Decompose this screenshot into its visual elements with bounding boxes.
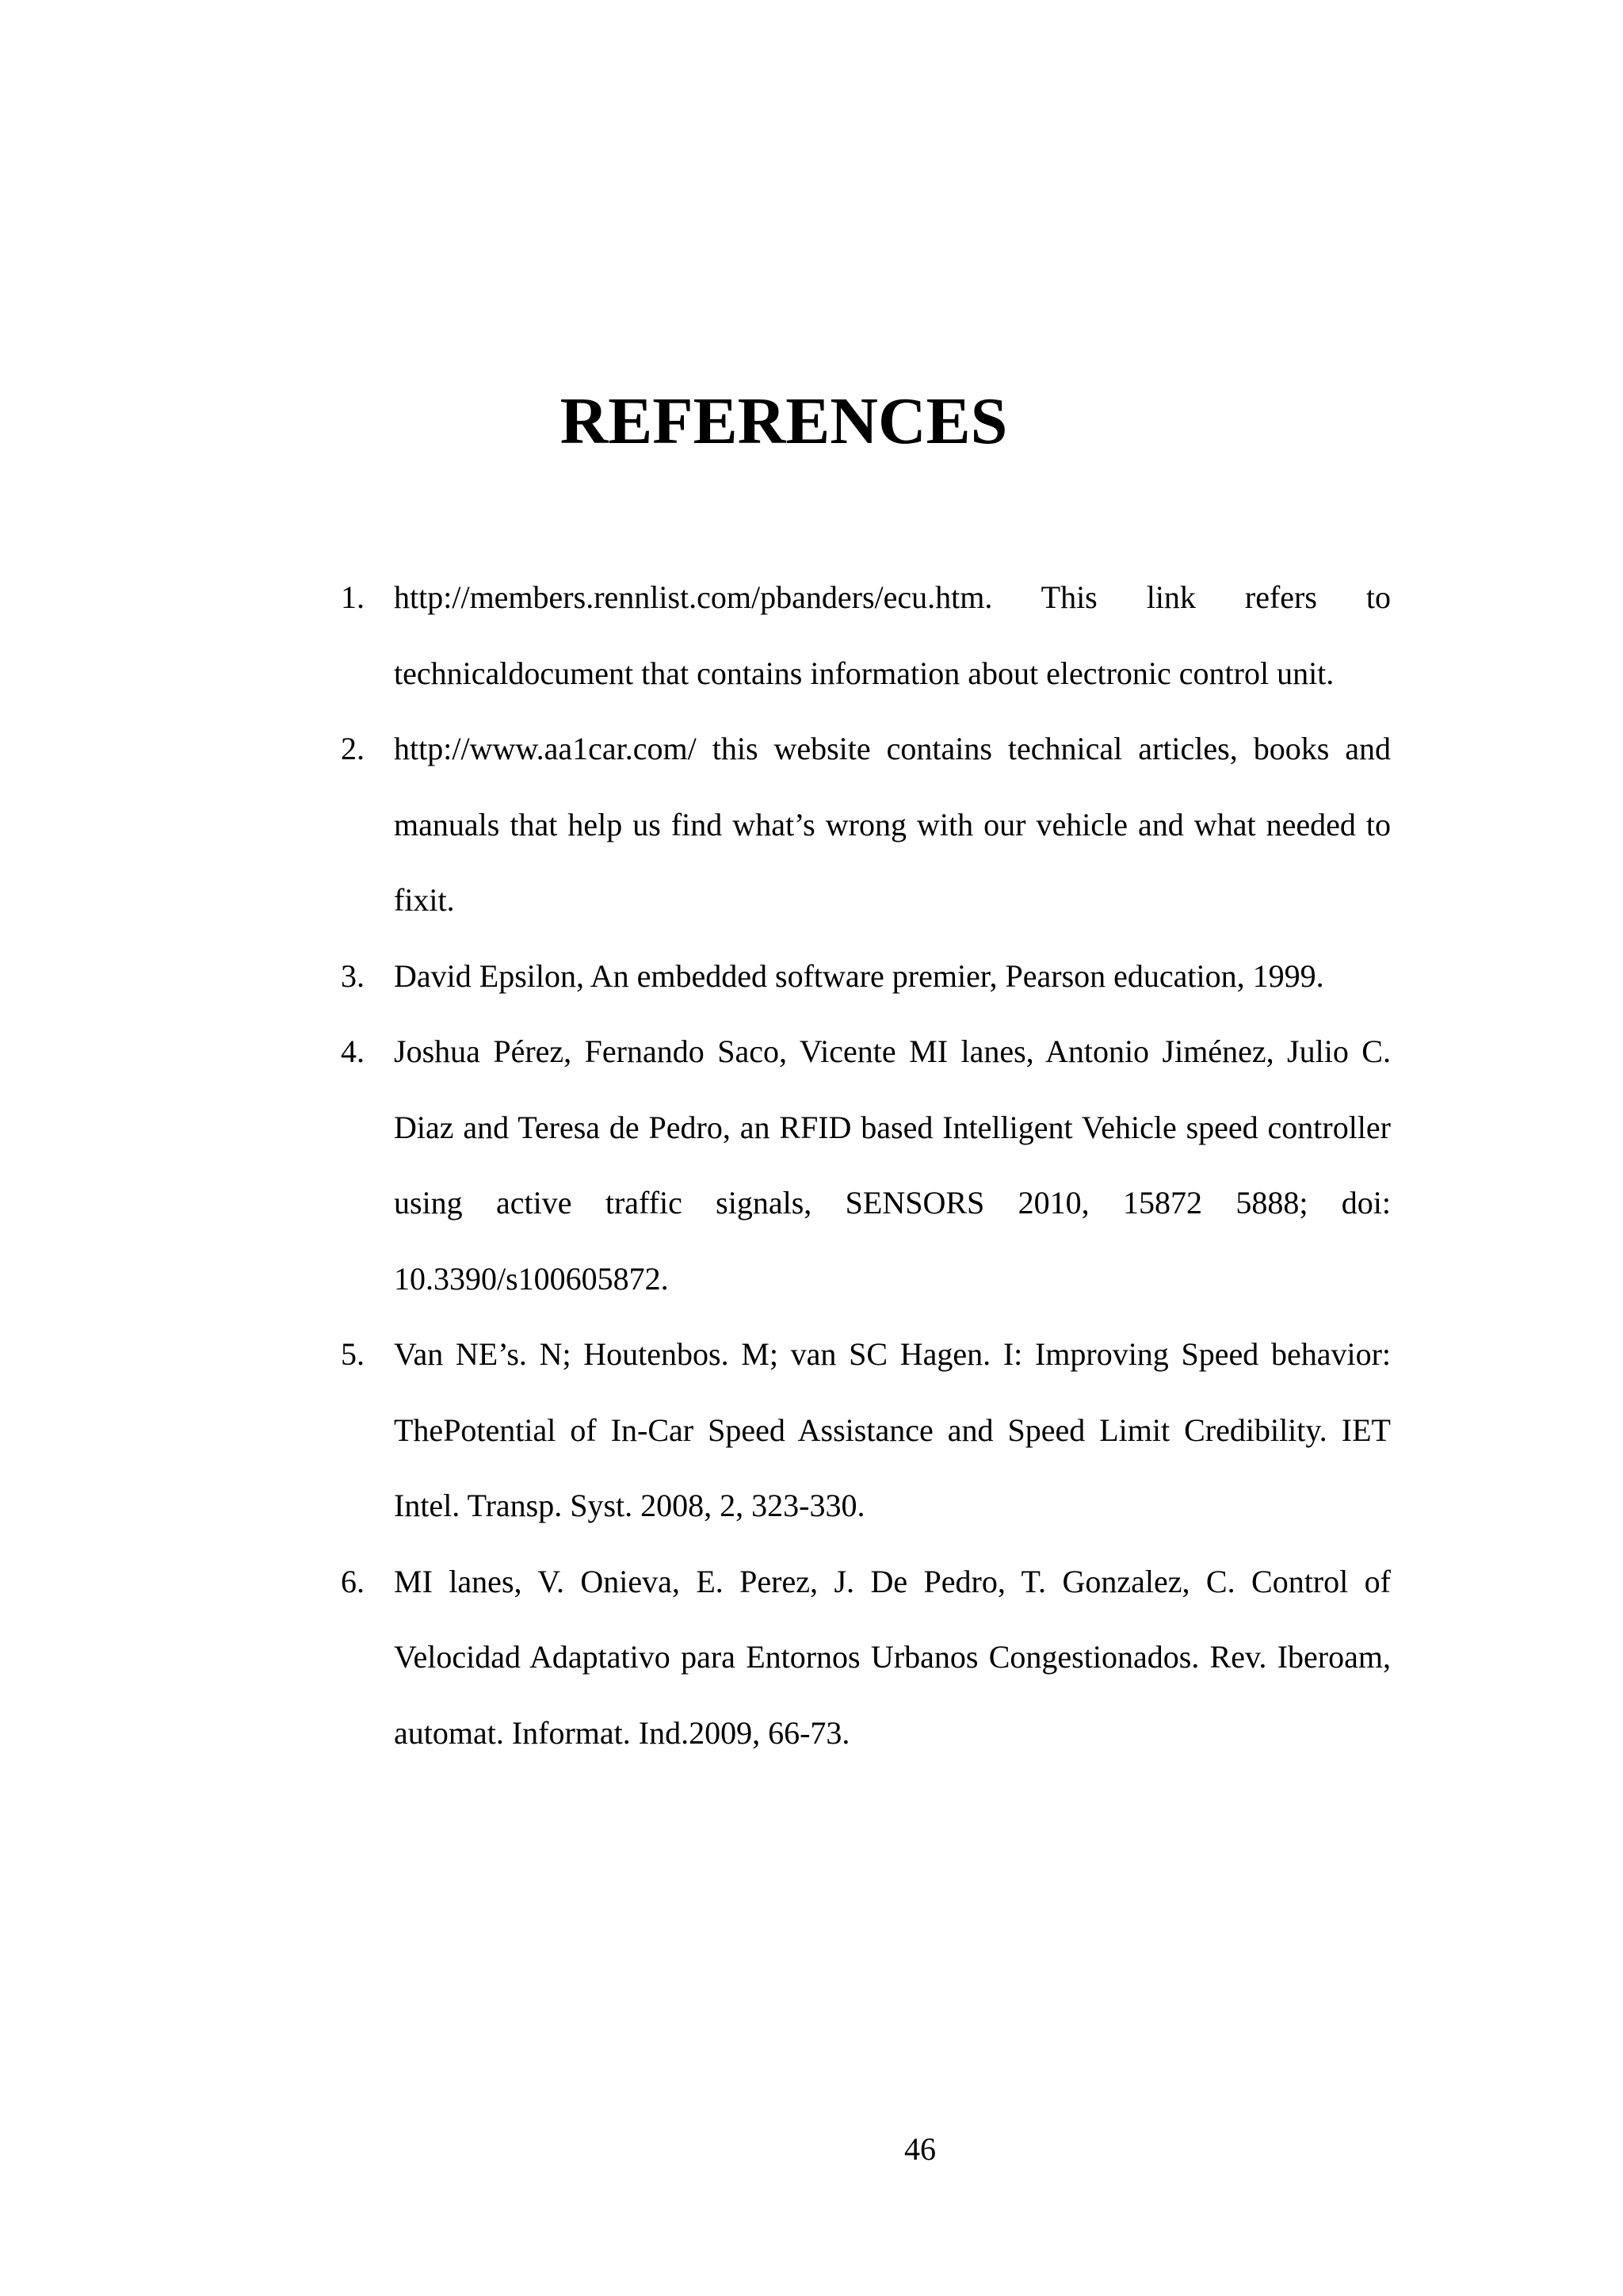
reference-item-3	[341, 938, 1391, 1014]
reference-number: 5.	[341, 1336, 365, 1372]
reference-item-4	[341, 1014, 1391, 1316]
reference-item-5	[341, 1316, 1391, 1544]
reference-text: http://members.rennlist.com/pbanders/ecu.htm. This link refers to technicaldocument that contains information about electronic control unit.	[394, 579, 1391, 691]
reference-number: 6.	[341, 1563, 365, 1599]
page-number: 46	[904, 2131, 936, 2167]
reference-number: 1.	[341, 579, 365, 615]
page-title: REFERENCES	[559, 384, 1008, 458]
reference-text: David Epsilon, An embedded software premier, Pearson education, 1999.	[394, 957, 1324, 994]
reference-text: http://www.aa1car.com/ this website contains technical articles, books and manuals that help us find what’s wrong with our vehicle and what needed to fixit.	[394, 731, 1391, 918]
reference-number: 3.	[341, 957, 365, 994]
reference-text: Joshua Pérez, Fernando Saco, Vicente MI lanes, Antonio Jiménez, Julio C. Diaz and Teresa de Pedro, an RFID based Intelligent Vehicle speed controller using active traffic signals, SENSORS 2010, 15872 5888; doi: 10.3390/s100605872.	[394, 1033, 1391, 1297]
reference-number: 4.	[341, 1033, 365, 1069]
reference-text: MI lanes, V. Onieva, E. Perez, J. De Pedro, T. Gonzalez, C. Control of Velocidad Adaptativo para Entornos Urbanos Congestionados. Rev. Iberoam, automat. Informat. Ind.2009, 66-73.	[394, 1563, 1391, 1751]
reference-list	[341, 560, 1391, 1771]
reference-text: Van NE’s. N; Houtenbos. M; van SC Hagen. I: Improving Speed behavior: ThePotential of In-Car Speed Assistance and Speed Limit Credibility. IET Intel. Transp. Syst. 2008, 2, 323-330.	[394, 1336, 1391, 1523]
reference-item-2	[341, 711, 1391, 938]
reference-item-6	[341, 1544, 1391, 1771]
reference-number: 2.	[341, 731, 365, 766]
reference-item-1	[341, 560, 1391, 711]
